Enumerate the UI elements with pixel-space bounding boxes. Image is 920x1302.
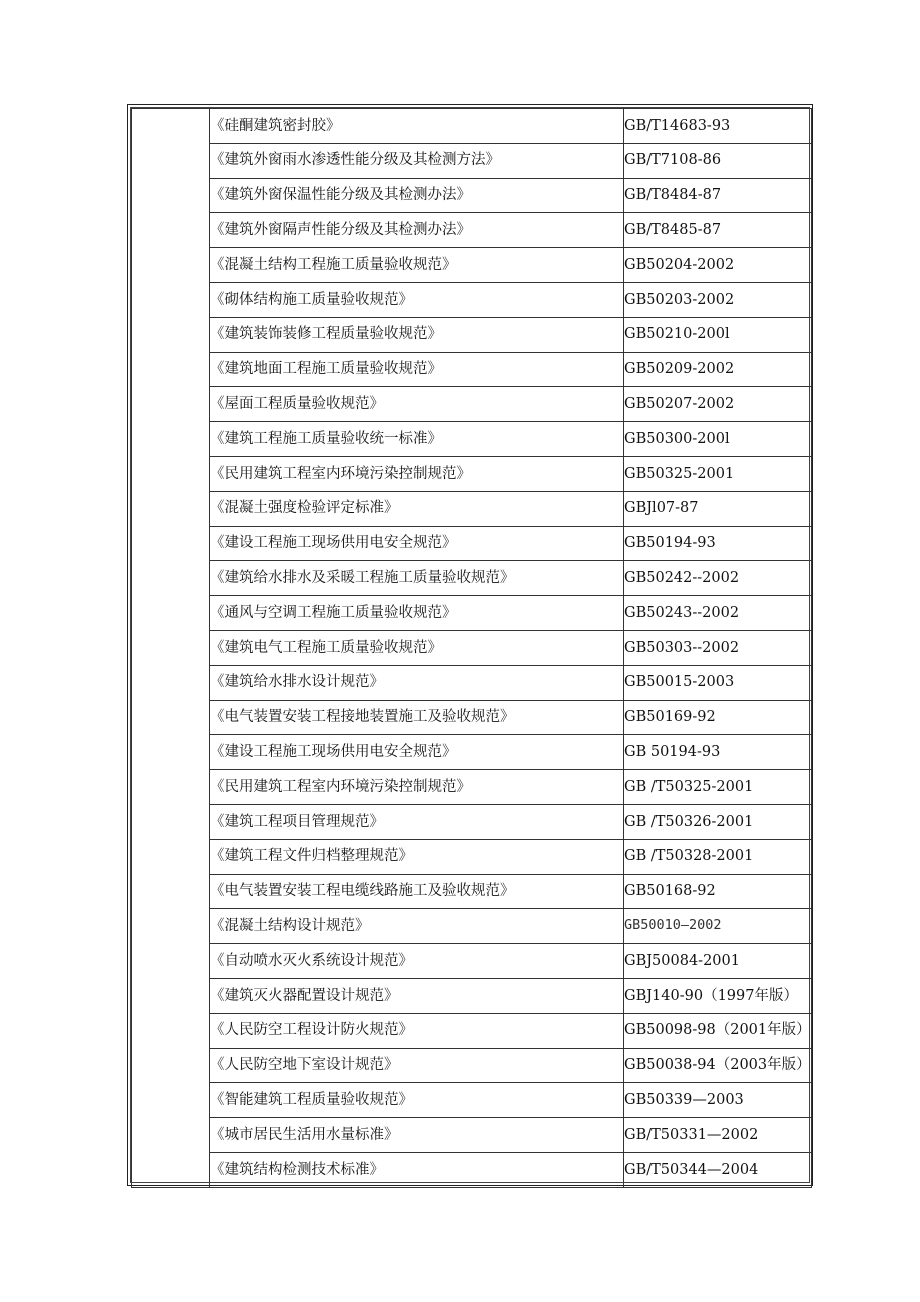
standard-code: GB50098-98（2001年版） [624,1013,812,1048]
standard-code: GB/T8485-87 [624,213,812,248]
table-row [132,665,812,700]
standard-name: 《城市居民生活用水量标准》 [210,1118,624,1153]
standard-code: GBJ50084-2001 [624,944,812,979]
standard-code: GB50303--2002 [624,630,812,665]
standard-name: 《自动喷水灭火系统设计规范》 [210,944,624,979]
category-cell [132,109,210,1188]
table-row [132,1118,812,1153]
standard-code: GB50203-2002 [624,282,812,317]
standard-name: 《建筑工程项目管理规范》 [210,804,624,839]
standard-name: 《建筑工程施工质量验收统一标准》 [210,422,624,457]
table-row [132,1013,812,1048]
standard-name: 《电气装置安装工程电缆线路施工及验收规范》 [210,874,624,909]
table-row [132,422,812,457]
standard-name: 《砌体结构施工质量验收规范》 [210,282,624,317]
standard-code: GB50242--2002 [624,561,812,596]
standard-name: 《电气装置安装工程接地装置施工及验收规范》 [210,700,624,735]
table-row [132,109,812,144]
standard-name: 《建筑结构检测技术标准》 [210,1152,624,1187]
table-row [132,248,812,283]
standards-table [131,108,812,1188]
table-row [132,1152,812,1187]
table-row [132,874,812,909]
standard-name: 《建筑给水排水设计规范》 [210,665,624,700]
standard-name: 《建筑地面工程施工质量验收规范》 [210,352,624,387]
standard-name: 《建筑外窗雨水渗透性能分级及其检测方法》 [210,143,624,178]
standard-code: GBJl07-87 [624,491,812,526]
table-row [132,1083,812,1118]
standard-name: 《建筑外窗保温性能分级及其检测办法》 [210,178,624,213]
standard-code: GB/T50331—2002 [624,1118,812,1153]
table-row [132,282,812,317]
standard-code: GB 50194-93 [624,735,812,770]
standards-table-frame [127,104,813,1186]
table-row [132,1048,812,1083]
standard-name: 《人民防空地下室设计规范》 [210,1048,624,1083]
standard-code: GB50300-200l [624,422,812,457]
standard-code: GB/T8484-87 [624,178,812,213]
table-row [132,944,812,979]
table-row [132,630,812,665]
standard-name: 《建筑电气工程施工质量验收规范》 [210,630,624,665]
standard-name: 《智能建筑工程质量验收规范》 [210,1083,624,1118]
table-row [132,735,812,770]
standard-name: 《建筑灭火器配置设计规范》 [210,978,624,1013]
table-row [132,909,812,944]
standard-name: 《建筑装饰装修工程质量验收规范》 [210,317,624,352]
standard-code: GB50207-2002 [624,387,812,422]
standard-code: GB50010—2002 [624,909,812,944]
standard-code: GB50168-92 [624,874,812,909]
table-row [132,143,812,178]
standard-code: GBJ140-90（1997年版） [624,978,812,1013]
table-row [132,526,812,561]
standard-code: GB50194-93 [624,526,812,561]
standard-name: 《混凝土结构设计规范》 [210,909,624,944]
standard-code: GB50038-94（2003年版） [624,1048,812,1083]
table-row [132,213,812,248]
table-row [132,317,812,352]
standard-code: GB50204-2002 [624,248,812,283]
standard-name: 《建设工程施工现场供用电安全规范》 [210,526,624,561]
standard-name: 《民用建筑工程室内环境污染控制规范》 [210,770,624,805]
standard-code: GB50339—2003 [624,1083,812,1118]
standard-code: GB50209-2002 [624,352,812,387]
standard-code: GB /T50328-2001 [624,839,812,874]
standard-name: 《民用建筑工程室内环境污染控制规范》 [210,456,624,491]
standard-code: GB50169-92 [624,700,812,735]
table-row [132,700,812,735]
table-row [132,491,812,526]
standard-code: GB50015-2003 [624,665,812,700]
standard-code: GB /T50325-2001 [624,770,812,805]
table-row [132,456,812,491]
standard-name: 《混凝土强度检验评定标准》 [210,491,624,526]
table-row [132,804,812,839]
standard-name: 《通风与空调工程施工质量验收规范》 [210,596,624,631]
table-row [132,839,812,874]
standard-code: GB50325-2001 [624,456,812,491]
standard-name: 《混凝土结构工程施工质量验收规范》 [210,248,624,283]
standard-name: 《建筑工程文件归档整理规范》 [210,839,624,874]
standard-code: GB /T50326-2001 [624,804,812,839]
standard-name: 《屋面工程质量验收规范》 [210,387,624,422]
table-row [132,596,812,631]
table-row [132,978,812,1013]
standard-code: GB50210-200l [624,317,812,352]
standard-name: 《建筑给水排水及采暖工程施工质量验收规范》 [210,561,624,596]
standard-code: GB/T50344—2004 [624,1152,812,1187]
table-row [132,178,812,213]
table-row [132,352,812,387]
standard-code: GB50243--2002 [624,596,812,631]
standard-code: GB/T7108-86 [624,143,812,178]
table-row [132,561,812,596]
table-row [132,770,812,805]
standard-code: GB/T14683-93 [624,109,812,144]
table-row [132,387,812,422]
standards-table-body [132,109,812,1188]
standard-name: 《建筑外窗隔声性能分级及其检测办法》 [210,213,624,248]
standard-name: 《硅酮建筑密封胶》 [210,109,624,144]
standard-name: 《建设工程施工现场供用电安全规范》 [210,735,624,770]
standard-name: 《人民防空工程设计防火规范》 [210,1013,624,1048]
